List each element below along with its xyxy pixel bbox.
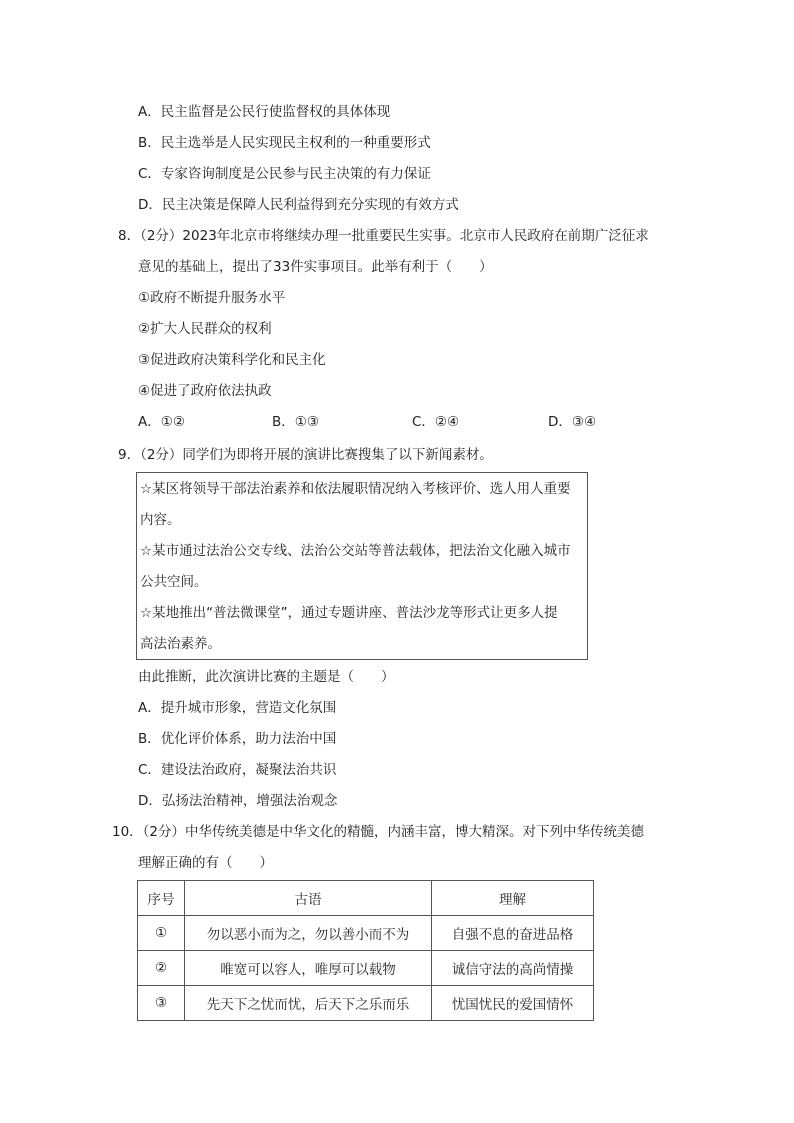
q7-option-c: C．专家咨询制度是公民参与民主决策的有力保证 — [138, 166, 431, 182]
table-cell-understanding: 诚信守法的高尚情操 — [432, 951, 594, 986]
q8-item-4: ④促进了政府依法执政 — [138, 383, 272, 399]
q9-box-line-2: 内容。 — [140, 512, 181, 528]
table-cell-understanding: 自强不息的奋进品格 — [432, 916, 594, 951]
q7-option-a: A．民主监督是公民行使监督权的具体体现 — [138, 104, 391, 120]
table-cell-index: ② — [138, 951, 185, 986]
table-cell-saying: 勿以恶小而为之，勿以善小而不为 — [185, 916, 432, 951]
q8-stem-line1: 8．（2分）2023年北京市将继续办理一批重要民生实事。北京市人民政府在前期广泛征求 — [118, 228, 649, 244]
q10-stem-line1: 10．（2分）中华传统美德是中华文化的精髓，内涵丰富，博大精深。对下列中华传统美德 — [112, 824, 645, 840]
q9-box-line-6: 高法治素养。 — [140, 636, 221, 652]
table-header-understanding: 理解 — [432, 881, 594, 916]
q8-choice-b: B．①③ — [272, 414, 319, 430]
q8-choice-a: A．①② — [138, 414, 185, 430]
q8-choice-c: C．②④ — [412, 414, 460, 430]
table-header-saying: 古语 — [185, 881, 432, 916]
q7-option-d: D．民主决策是保障人民利益得到充分实现的有效方式 — [138, 197, 459, 213]
q7-option-b: B．民主选举是人民实现民主权利的一种重要形式 — [138, 135, 431, 151]
q10-stem-line2: 理解正确的有（ ） — [138, 855, 273, 871]
q9-option-b: B．优化评价体系，助力法治中国 — [138, 731, 337, 747]
table-cell-understanding: 忧国忧民的爱国情怀 — [432, 986, 594, 1021]
q9-stem: 9．（2分）同学们为即将开展的演讲比赛搜集了以下新闻素材。 — [118, 447, 493, 463]
q8-item-1: ①政府不断提升服务水平 — [138, 290, 286, 306]
q9-option-d: D．弘扬法治精神，增强法治观念 — [138, 793, 338, 809]
q8-choice-d: D．③④ — [548, 414, 597, 430]
table-header-index: 序号 — [138, 881, 185, 916]
q9-box-line-4: 公共空间。 — [140, 574, 208, 590]
table-cell-saying: 先天下之忧而忧，后天下之乐而乐 — [185, 986, 432, 1021]
q8-item-3: ③促进政府决策科学化和民主化 — [138, 352, 326, 368]
table-row — [138, 986, 594, 1021]
q9-box-line-5: ☆某地推出“普法微课堂”，通过专题讲座、普法沙龙等形式让更多人提 — [140, 605, 558, 621]
q9-question: 由此推断，此次演讲比赛的主题是（ ） — [138, 669, 395, 685]
q9-option-c: C．建设法治政府，凝聚法治共识 — [138, 762, 337, 778]
table-row — [138, 951, 594, 986]
q9-box-line-3: ☆某市通过法治公交专线、法治公交站等普法载体，把法治文化融入城市 — [140, 543, 571, 559]
q9-news-material-box — [136, 472, 588, 660]
q10-virtue-table — [137, 880, 594, 1021]
table-cell-saying: 唯宽可以容人，唯厚可以载物 — [185, 951, 432, 986]
q8-item-2: ②扩大人民群众的权利 — [138, 321, 272, 337]
table-cell-index: ① — [138, 916, 185, 951]
q8-stem-line2: 意见的基础上，提出了33件实事项目。此举有利于（ ） — [138, 259, 493, 275]
table-row — [138, 916, 594, 951]
q9-option-a: A．提升城市形象，营造文化氛围 — [138, 700, 337, 716]
table-header-row — [138, 881, 594, 916]
q9-box-line-1: ☆某区将领导干部法治素养和依法履职情况纳入考核评价、选人用人重要 — [140, 481, 571, 497]
table-cell-index: ③ — [138, 986, 185, 1021]
